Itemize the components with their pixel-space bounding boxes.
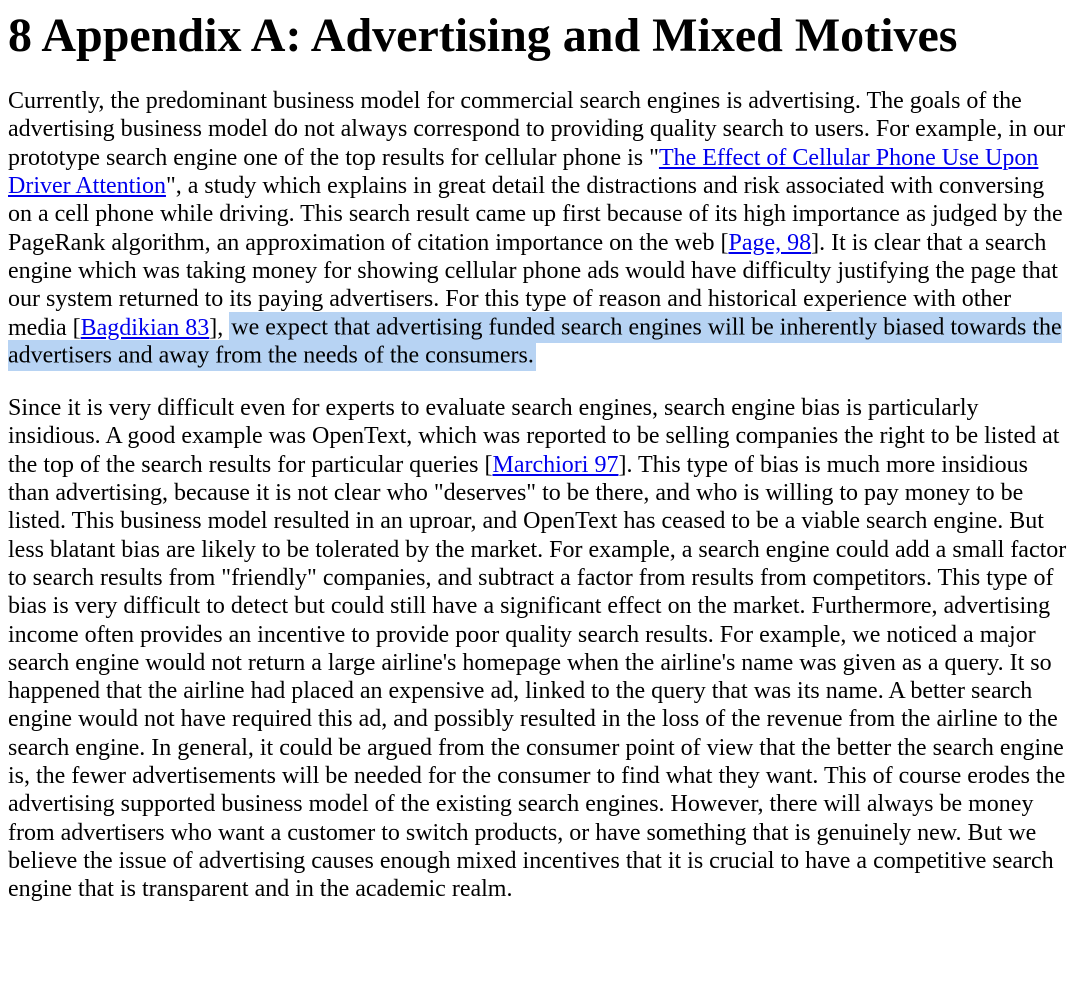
paragraph-1 — [8, 87, 1072, 370]
link-marchiori-97-citation[interactable]: Marchiori 97 — [492, 451, 619, 478]
link-cellular-phone-study[interactable]: The Effect of Cellular Phone Use Upon Driver Attention — [8, 144, 1039, 200]
link-page-98-citation[interactable]: Page, 98 — [728, 229, 812, 256]
text-run: ]. It is clear that a search engine which was taking money for showing cellular phone ads would have difficulty justifying the page that our system returned to its paying advertisers. For this type of reason and historical experience with other media [ — [8, 229, 1058, 341]
text-run: ], — [209, 314, 230, 341]
text-run: ]. This type of bias is much more insidious than advertising, because it is not clear who "deserves" to be there, and who is willing to pay money to be listed. This business model resulted in an uproar, and OpenText has ceased to be a viable search engine. But less blatant bias are likely to be tolerated by the market. For example, a search engine could add a small factor to search results from "friendly" companies, and subtract a factor from results from competitors. This type of bias is very difficult to detect but could still have a significant effect on the market. Furthermore, advertising income often provides an incentive to provide poor quality search results. For example, we noticed a major search engine would not return a large airline's homepage when the airline's name was given as a query. It so happened that the airline had placed an expensive ad, linked to the query that was its name. A better search engine would not have required this ad, and possibly resulted in the loss of the revenue from the airline to the search engine. In general, it could be argued from the consumer point of view that the better the search engine is, the fewer advertisements will be needed for the consumer to find what they want. This of course erodes the advertising supported business model of the existing search engines. However, there will always be money from advertisers who want a customer to switch products, or have something that is genuinely new. But we believe the issue of advertising causes enough mixed incentives that it is crucial to have a competitive search engine that is transparent and in the academic realm. — [8, 451, 1067, 903]
text-run: Currently, the predominant business model for commercial search engines is advertising. The goals of the advertising business model do not always correspond to providing quality search to users. For example, in our prototype search engine one of the top results for cellular phone is " — [8, 88, 1066, 171]
link-bagdikian-83-citation[interactable]: Bagdikian 83 — [80, 314, 210, 341]
text-run: ", a study which explains in great detail the distractions and risk associated with conversing on a cell phone while driving. This search result came up first because of its high importance as judged by the PageRank algorithm, an approximation of citation importance on the web [ — [8, 173, 1063, 256]
section-heading: 8 Appendix A: Advertising and Mixed Motives — [8, 9, 958, 62]
selected-text: we expect that advertising funded search engines will be inherently biased towards the advertisers and away from the needs of the consumers. — [8, 312, 1062, 371]
text-run: Since it is very difficult even for experts to evaluate search engines, search engine bias is particularly insidious. A good example was OpenText, which was reported to be selling companies the right to be listed at the top of the search results for particular queries [ — [8, 395, 1060, 478]
paragraph-2 — [8, 394, 1072, 903]
